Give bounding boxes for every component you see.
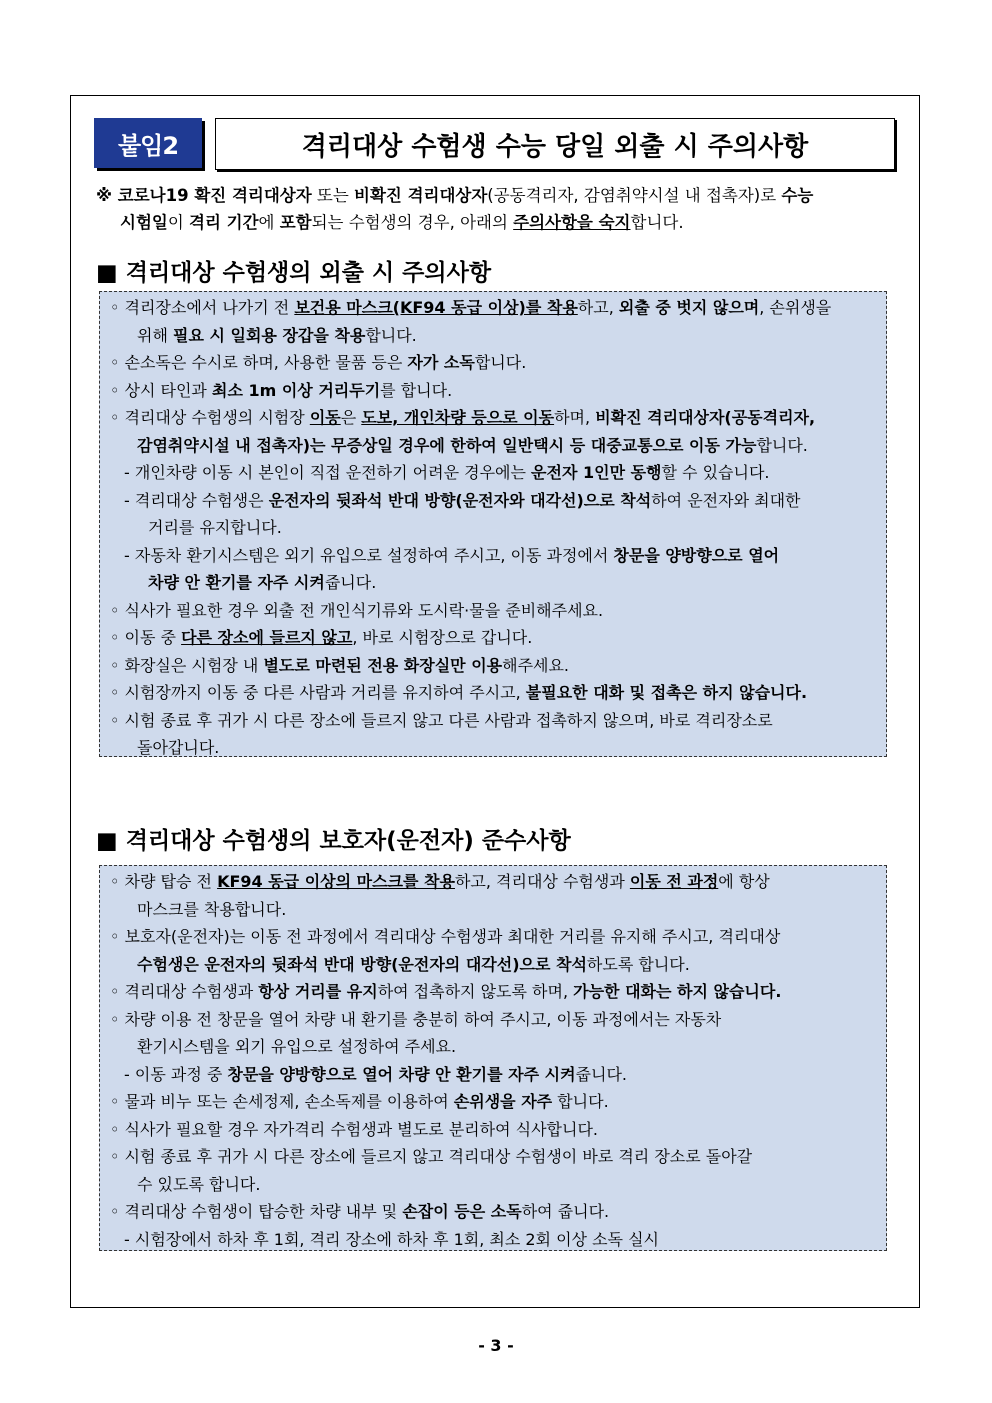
section-2-heading: ■ 격리대상 수험생의 보호자(운전자) 준수사항: [96, 828, 571, 854]
intro-text: 주의사항을 숙지: [513, 213, 631, 232]
page-number: - 3 -: [478, 1336, 514, 1355]
intro-text: 이: [167, 213, 190, 232]
list-item: 감염취약시설 내 접촉자)는 무증상일 경우에 한하여 일반택시 등 대중교통으로 이동 가능합니다.: [137, 435, 808, 455]
list-item: ◦ 물과 비누 또는 손세정제, 손소독제를 이용하여 손위생을 자주 합니다.: [110, 1092, 609, 1111]
list-item: 거리를 유지합니다.: [148, 518, 282, 537]
list-item: ◦ 보호자(운전자)는 이동 전 과정에서 격리대상 수험생과 최대한 거리를 유지해 주시고, 격리대상: [110, 927, 781, 946]
list-item: 수 있도록 합니다.: [137, 1174, 261, 1194]
intro-text: 격리 기간: [189, 213, 259, 232]
intro-text: 에: [258, 213, 280, 232]
attachment-tag: 붙임2: [94, 118, 202, 168]
intro-note: [96, 182, 896, 236]
intro-text: (공동격리자, 감염취약시설 내 접촉자)로: [487, 186, 782, 205]
intro-text: 시험일: [120, 213, 168, 232]
list-item: ◦ 차량 탑승 전 KF94 동급 이상의 마스크를 착용하고, 격리대상 수험생과 이동 전 과정에 항상: [110, 872, 770, 891]
list-item: - 이동 과정 중 창문을 양방향으로 열어 차량 안 환기를 자주 시켜줍니다.: [124, 1064, 627, 1084]
intro-text: 코로나19 확진 격리대상자: [117, 186, 312, 205]
list-item: ◦ 손소독은 수시로 하며, 사용한 물품 등은 자가 소독합니다.: [110, 353, 527, 372]
list-item: - 격리대상 수험생은 운전자의 뒷좌석 반대 방향(운전자와 대각선)으로 착석하여 운전자와 최대한: [124, 490, 801, 510]
intro-line-1: [96, 182, 896, 209]
list-item: 마스크를 착용합니다.: [137, 899, 287, 919]
intro-text: 수능: [781, 186, 814, 205]
intro-text: 합니다.: [630, 213, 684, 232]
section-1-box: [99, 291, 887, 757]
note-mark: ※: [96, 186, 118, 205]
list-item: - 시험장에서 하차 후 1회, 격리 장소에 하차 후 1회, 최소 2회 이상 소독 실시: [124, 1229, 660, 1249]
list-item: - 개인차량 이동 시 본인이 직접 운전하기 어려운 경우에는 운전자 1인만 동행할 수 있습니다.: [124, 463, 770, 482]
list-item: ◦ 식사가 필요한 경우 외출 전 개인식기류와 도시락·물을 준비해주세요.: [110, 600, 604, 620]
list-item: ◦ 시험 종료 후 귀가 시 다른 장소에 들르지 않고 다른 사람과 접촉하지 않으며, 바로 격리장소로: [110, 710, 773, 730]
intro-text: 포함: [279, 213, 312, 232]
list-item: ◦ 이동 중 다른 장소에 들르지 않고, 바로 시험장으로 갑니다.: [110, 628, 533, 647]
list-item: ◦ 격리장소에서 나가기 전 보건용 마스크(KF94 동급 이상)를 착용하고, 외출 중 벗지 않으며, 손위생을: [110, 298, 832, 317]
list-item: - 자동차 환기시스템은 외기 유입으로 설정하여 주시고, 이동 과정에서 창문을 양방향으로 열어: [124, 545, 780, 565]
intro-text: 비확진 격리대상자: [354, 186, 488, 205]
page-title: 격리대상 수험생 수능 당일 외출 시 주의사항: [215, 118, 895, 170]
list-item: 위해 필요 시 일회용 장갑을 착용합니다.: [137, 325, 417, 345]
list-item: 수험생은 운전자의 뒷좌석 반대 방향(운전자의 대각선)으로 착석하도록 합니다.: [137, 954, 690, 974]
list-item: ◦ 차량 이용 전 창문을 열어 차량 내 환기를 충분히 하여 주시고, 이동 과정에서는 자동차: [110, 1009, 722, 1029]
list-item: ◦ 화장실은 시험장 내 별도로 마련된 전용 화장실만 이용해주세요.: [110, 655, 570, 675]
list-item: ◦ 격리대상 수험생과 항상 거리를 유지하여 접촉하지 않도록 하며, 가능한 대화는 하지 않습니다.: [110, 982, 782, 1001]
intro-line-2: [96, 209, 896, 236]
list-item: ◦ 격리대상 수험생의 시험장 이동은 도보, 개인차량 등으로 이동하며, 비확진 격리대상자(공동격리자,: [110, 408, 816, 427]
list-item: 환기시스템을 외기 유입으로 설정하여 주세요.: [137, 1037, 457, 1056]
list-item: ◦ 상시 타인과 최소 1m 이상 거리두기를 합니다.: [110, 380, 453, 400]
list-item: ◦ 식사가 필요할 경우 자가격리 수험생과 별도로 분리하여 식사합니다.: [110, 1119, 598, 1139]
intro-text: 또는: [311, 186, 355, 205]
intro-text: 되는 수험생의 경우, 아래의: [311, 213, 514, 232]
list-item: ◦ 시험장까지 이동 중 다른 사람과 거리를 유지하여 주시고, 불필요한 대화 및 접촉은 하지 않습니다.: [110, 683, 808, 702]
section-1-heading: ■ 격리대상 수험생의 외출 시 주의사항: [96, 260, 492, 286]
list-item: 차량 안 환기를 자주 시켜줍니다.: [148, 573, 377, 592]
list-item: 돌아갑니다.: [137, 738, 220, 757]
list-item: ◦ 격리대상 수험생이 탑승한 차량 내부 및 손잡이 등은 소독하여 줍니다.: [110, 1202, 610, 1221]
list-item: ◦ 시험 종료 후 귀가 시 다른 장소에 들르지 않고 격리대상 수험생이 바로 격리 장소로 돌아갈: [110, 1147, 753, 1166]
section-2-box: [99, 865, 887, 1251]
